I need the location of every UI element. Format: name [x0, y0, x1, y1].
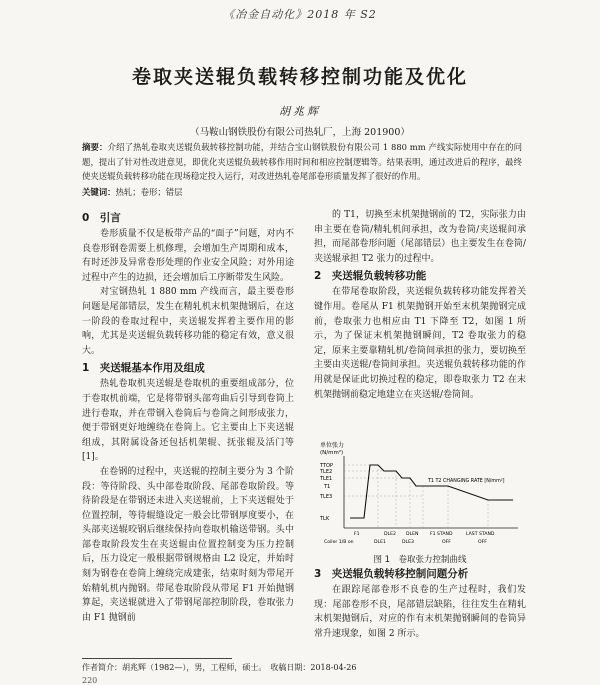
paragraph: 对宝钢热轧 1 880 mm 产线而言，最主要卷形问题是尾部错层，发生在精轧机末机架抛钢后，在这一阶段的卷取过程中，夹送辊发挥着主要作用的影响，尤其是夹送辊负载转移功能的稳定有效，意义很大。 — [82, 287, 294, 356]
y-label-tle1: TLE1 — [320, 476, 333, 482]
keywords-label: 关键词： — [82, 187, 116, 197]
paper-title: 卷取夹送辊负载转移控制功能及优化 — [131, 66, 468, 88]
tension-curve — [350, 465, 513, 518]
x-label-dle2: DLE2 — [384, 532, 396, 537]
paragraph: 在卷钢的过程中，夹送辊的控制主要分为 3 个阶段：等待阶段、头中部卷取阶段、尾部卷取阶段。等待阶段是在带钢还未进入夹送辊前，上下夹送辊处于位置控制，等待辊缝设定一般会比带钢厚度要小，在头部夹送辊咬钢后继续保持向卷取机输送带钢。头中部卷取阶段发生在夹送辊由位置控制变为压力控制后，压力设定一般根据带钢规格由 L2 设定，并始时刻为钢卷在卷筒上缠绕完成建张，结束时刻为带尾开始精轧机内抛钢。带尾卷取阶段从带尾 F1 开始抛钢算起，夹送辊就进入了带钢尾部控制阶段，卷取张力由 F1 抛钢前 — [82, 466, 294, 623]
section-3-heading: 3 夹送辊负载转移控制问题分析 — [314, 568, 469, 580]
y-axis-label: 单位张力 — [320, 442, 345, 449]
y-label-tle3: TLE3 — [320, 494, 333, 500]
footnote: 作者简介：胡兆辉（1982—），男，工程师，硕士。 收稿日期：2018-04-26 — [82, 663, 357, 672]
affiliation: （马鞍山钢铁股份有限公司热轧厂，上海 201900） — [190, 127, 410, 138]
x-label-dlen: DLEN — [406, 532, 419, 537]
y-label-t1: T1 — [324, 484, 331, 490]
right-column — [314, 208, 526, 402]
section-2-heading: 2 夹送辊负载转移功能 — [314, 270, 427, 283]
author: 胡兆辉 — [279, 105, 321, 118]
journal-header: 《冶金自动化》2018 年 S2 — [223, 8, 377, 21]
t1-t2-changing-rate-label: T1 T2 CHANGING RATE [N/mm²] — [428, 479, 505, 484]
section-0-heading: 0 引言 — [82, 212, 121, 224]
figure-1-tension-curve — [318, 440, 526, 548]
x-label-coiler-on: Coiler 1/B on — [324, 540, 354, 545]
y-label-tlk: TLK — [320, 516, 330, 522]
y-label-tle2: TLE2 — [320, 469, 333, 475]
paragraph: 在跟踪尾部卷形不良卷的生产过程时，我们发现：尾部卷形不良，尾部错层缺陷，往往发生在精轧末机架抛钢后，对应的作有末机架抛钢瞬间的卷筒异常升速现象，如图 2 所示。 — [314, 585, 526, 639]
paragraph: 卷形质量不仅是板带产品的“面子”问题，对内不良卷形钢卷需要上机修理，会增加生产周期和成本，有时还涉及异常卷形处理的作业安全风险；对外用途过程中产生的边损，还会增加后工序断带发生风险。 — [82, 229, 294, 283]
right-column-lower — [314, 564, 526, 641]
abstract-text: 介绍了热轧卷取夹送辊负载转移控制功能，并结合宝山钢铁股份有限公司 1 880 mm 产线实际使用中存在的问题，提出了针对性改进意见，即优化夹送辊负载转移作用时间和相应控制逻辑等。结果表明，通过改进后的程序，最终使夹送辊负载转移功能在现场稳定投入运行，对改进热轧卷尾部卷形质量发挥了很好的作用。 — [82, 142, 523, 182]
x-label-f1: F1 — [354, 532, 360, 537]
x-label-off-1: OFF — [442, 540, 451, 545]
abstract — [82, 140, 522, 184]
guide-lines — [344, 465, 488, 528]
x-label-f1-stand: F1 STAND — [430, 532, 453, 537]
paragraph: 的 T1，切换至末机架抛钢前的 T2，实际张力由串主要在卷筒/精轧机间承担，改为卷筒/夹送辊间承担，而尾部卷形问题（尾部错层）也主要发生在卷筒/夹送辊承担 T2 张力的过程中。 — [314, 210, 526, 264]
keywords — [82, 186, 522, 198]
section-1-heading: 1 夹送辊基本作用及组成 — [82, 362, 205, 375]
abstract-label: 摘要： — [82, 142, 108, 152]
figure-caption: 图 1 卷取张力控制曲线 — [373, 555, 467, 565]
x-label-dle1: DLE1 — [374, 540, 386, 545]
page-number: 220 — [82, 676, 98, 685]
footnote-rule — [82, 658, 232, 659]
x-label-last-stand: LAST STAND — [466, 532, 495, 537]
paragraph: 在带尾卷取阶段，夹送辊负载转移功能发挥着关键作用。卷尾从 F1 机架抛钢开始至末机架抛钢完成前，卷取张力也相应由 T1 下降至 T2，如图 1 所示，为了保证末机架抛钢瞬间，T2 卷取张力的稳定，原来主要靠精轧机/卷筒间承担的张力，要切换至主要由夹送辊/卷筒间承担。夹送辊负载转移功能的作用就是保证此切换过程的稳定，即卷取张力 T2 在末机架抛钢前稳定地建立在夹送辊/卷筒间。 — [314, 287, 526, 400]
left-column — [82, 208, 294, 625]
y-axis-unit: (N/mm²) — [320, 450, 344, 456]
x-label-dle3: DLE3 — [402, 540, 414, 545]
y-label-ttop: TTOP — [320, 463, 333, 469]
paragraph: 热轧卷取机夹送辊是卷取机的重要组成部分，位于卷取机前端，它是将带钢头部弯曲后引导到卷筒上进行卷取，并在带钢入卷筒后与卷筒之间形成张力，便于带钢更好地缠绕在卷筒上。它主要由上下夹送辊组成，其附属设备还包括机架辊、抚张辊及活门等[1]。 — [82, 379, 294, 463]
x-label-off-2: OFF — [478, 540, 487, 545]
keywords-text: 热轧；卷形；错层 — [115, 187, 183, 197]
